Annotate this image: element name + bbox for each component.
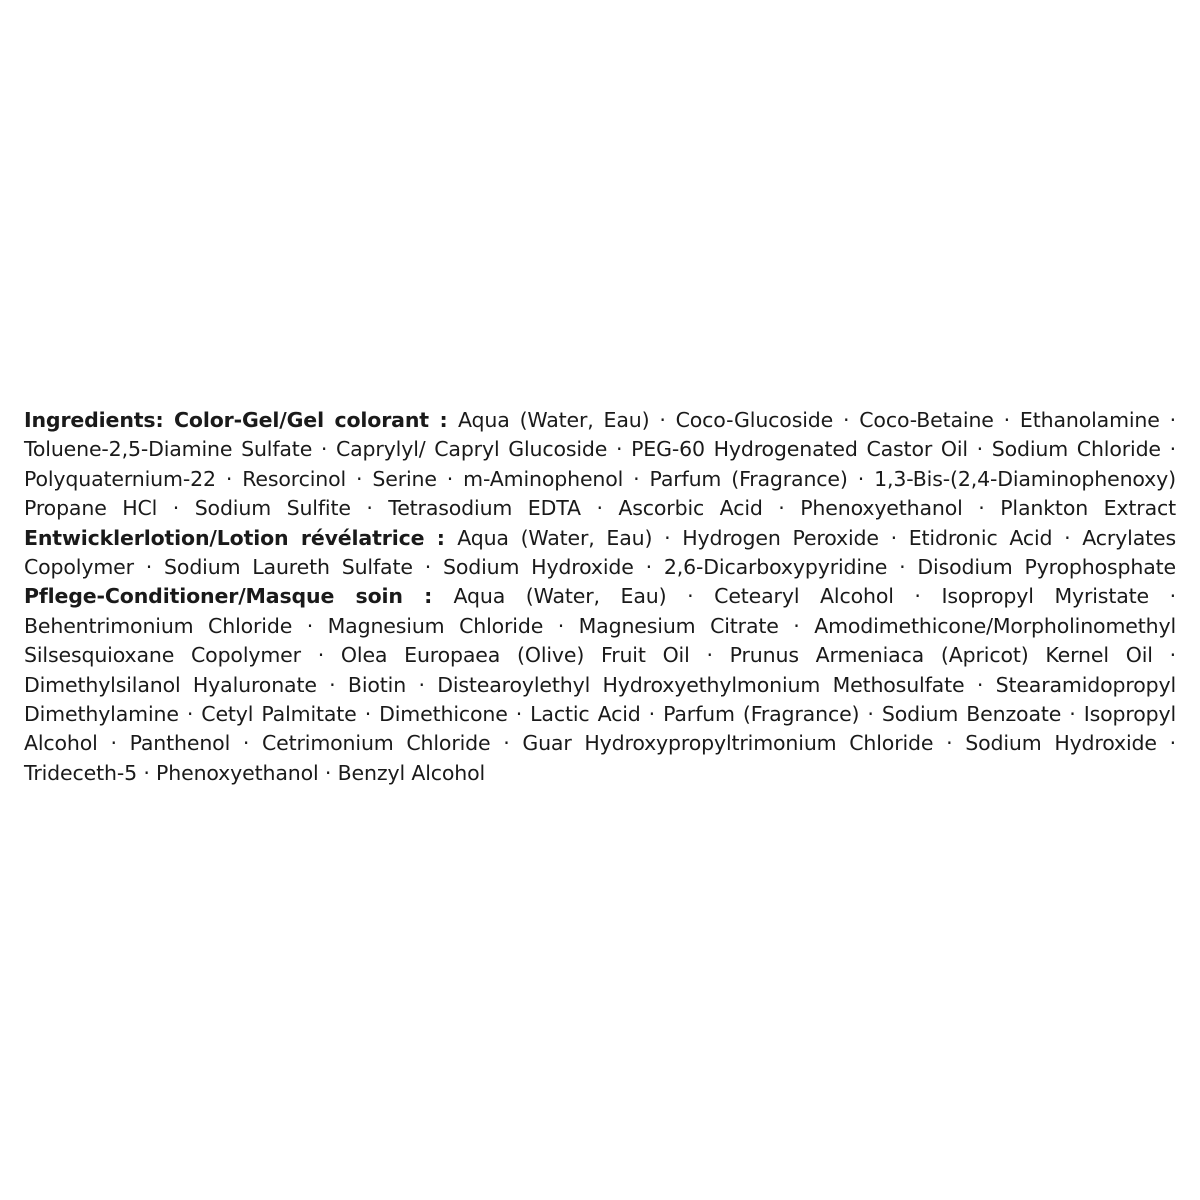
color-gel-heading: Color-Gel/Gel colorant : — [174, 408, 459, 432]
ingredients-list — [24, 406, 1176, 788]
conditioner-ingredients: Aqua (Water, Eau) · Cetearyl Alcohol · Isopropyl Myristate · Behentrimonium Chloride · Magnesium Chloride · Magnesium Citrate · Amodimethicone/Morpholinomethyl Silsesquioxane Copolymer · Olea Europaea (Olive) Fruit Oil · Prunus Armeniaca (Apricot) Kernel Oil · Dimethylsilanol Hyaluronate · Biotin · Distearoylethyl Hydroxyethylmonium Methosulfate · Stearamidopropyl Dimethylamine · Cetyl Palmitate · Dimethicone · Lactic Acid · Parfum (Fragrance) · Sodium Benzoate · Isopropyl Alcohol · Panthenol · Cetrimonium Chloride · Guar Hydroxypropyltrimonium Chloride · Sodium Hydroxide · Trideceth-5 · Phenoxyethanol · Benzyl Alcohol — [24, 584, 1177, 785]
developer-lotion-ingredients: Aqua (Water, Eau) · Hydrogen Peroxide · Etidronic Acid · Acrylates Copolymer · Sodium Laureth Sulfate · Sodium Hydroxide · 2,6-Dicarboxypyridine · Disodium Pyrophosphate — [24, 525, 1177, 580]
developer-lotion-heading: Entwicklerlotion/Lotion révélatrice : — [24, 525, 458, 550]
conditioner-heading: Pflege-Conditioner/Masque soin : — [24, 584, 454, 609]
color-gel-ingredients: Aqua (Water, Eau) · Coco-Glucoside · Coco-Betaine · Ethanolamine · Toluene-2,5-Diamine Sulfate · Caprylyl/ Capryl Glucoside · PEG-60 Hydrogenated Castor Oil · Sodium Chloride · Polyquaternium-22 · Resorcinol · Serine · m-Aminophenol · Parfum (Fragrance) · 1,3-Bis-(2,4-Diaminophenoxy) Propane HCl · Sodium Sulfite · Tetrasodium EDTA · Ascorbic Acid · Phenoxyethanol · Plankton Extract — [24, 408, 1176, 521]
ingredients-intro-label: Ingredients: — [24, 408, 175, 432]
